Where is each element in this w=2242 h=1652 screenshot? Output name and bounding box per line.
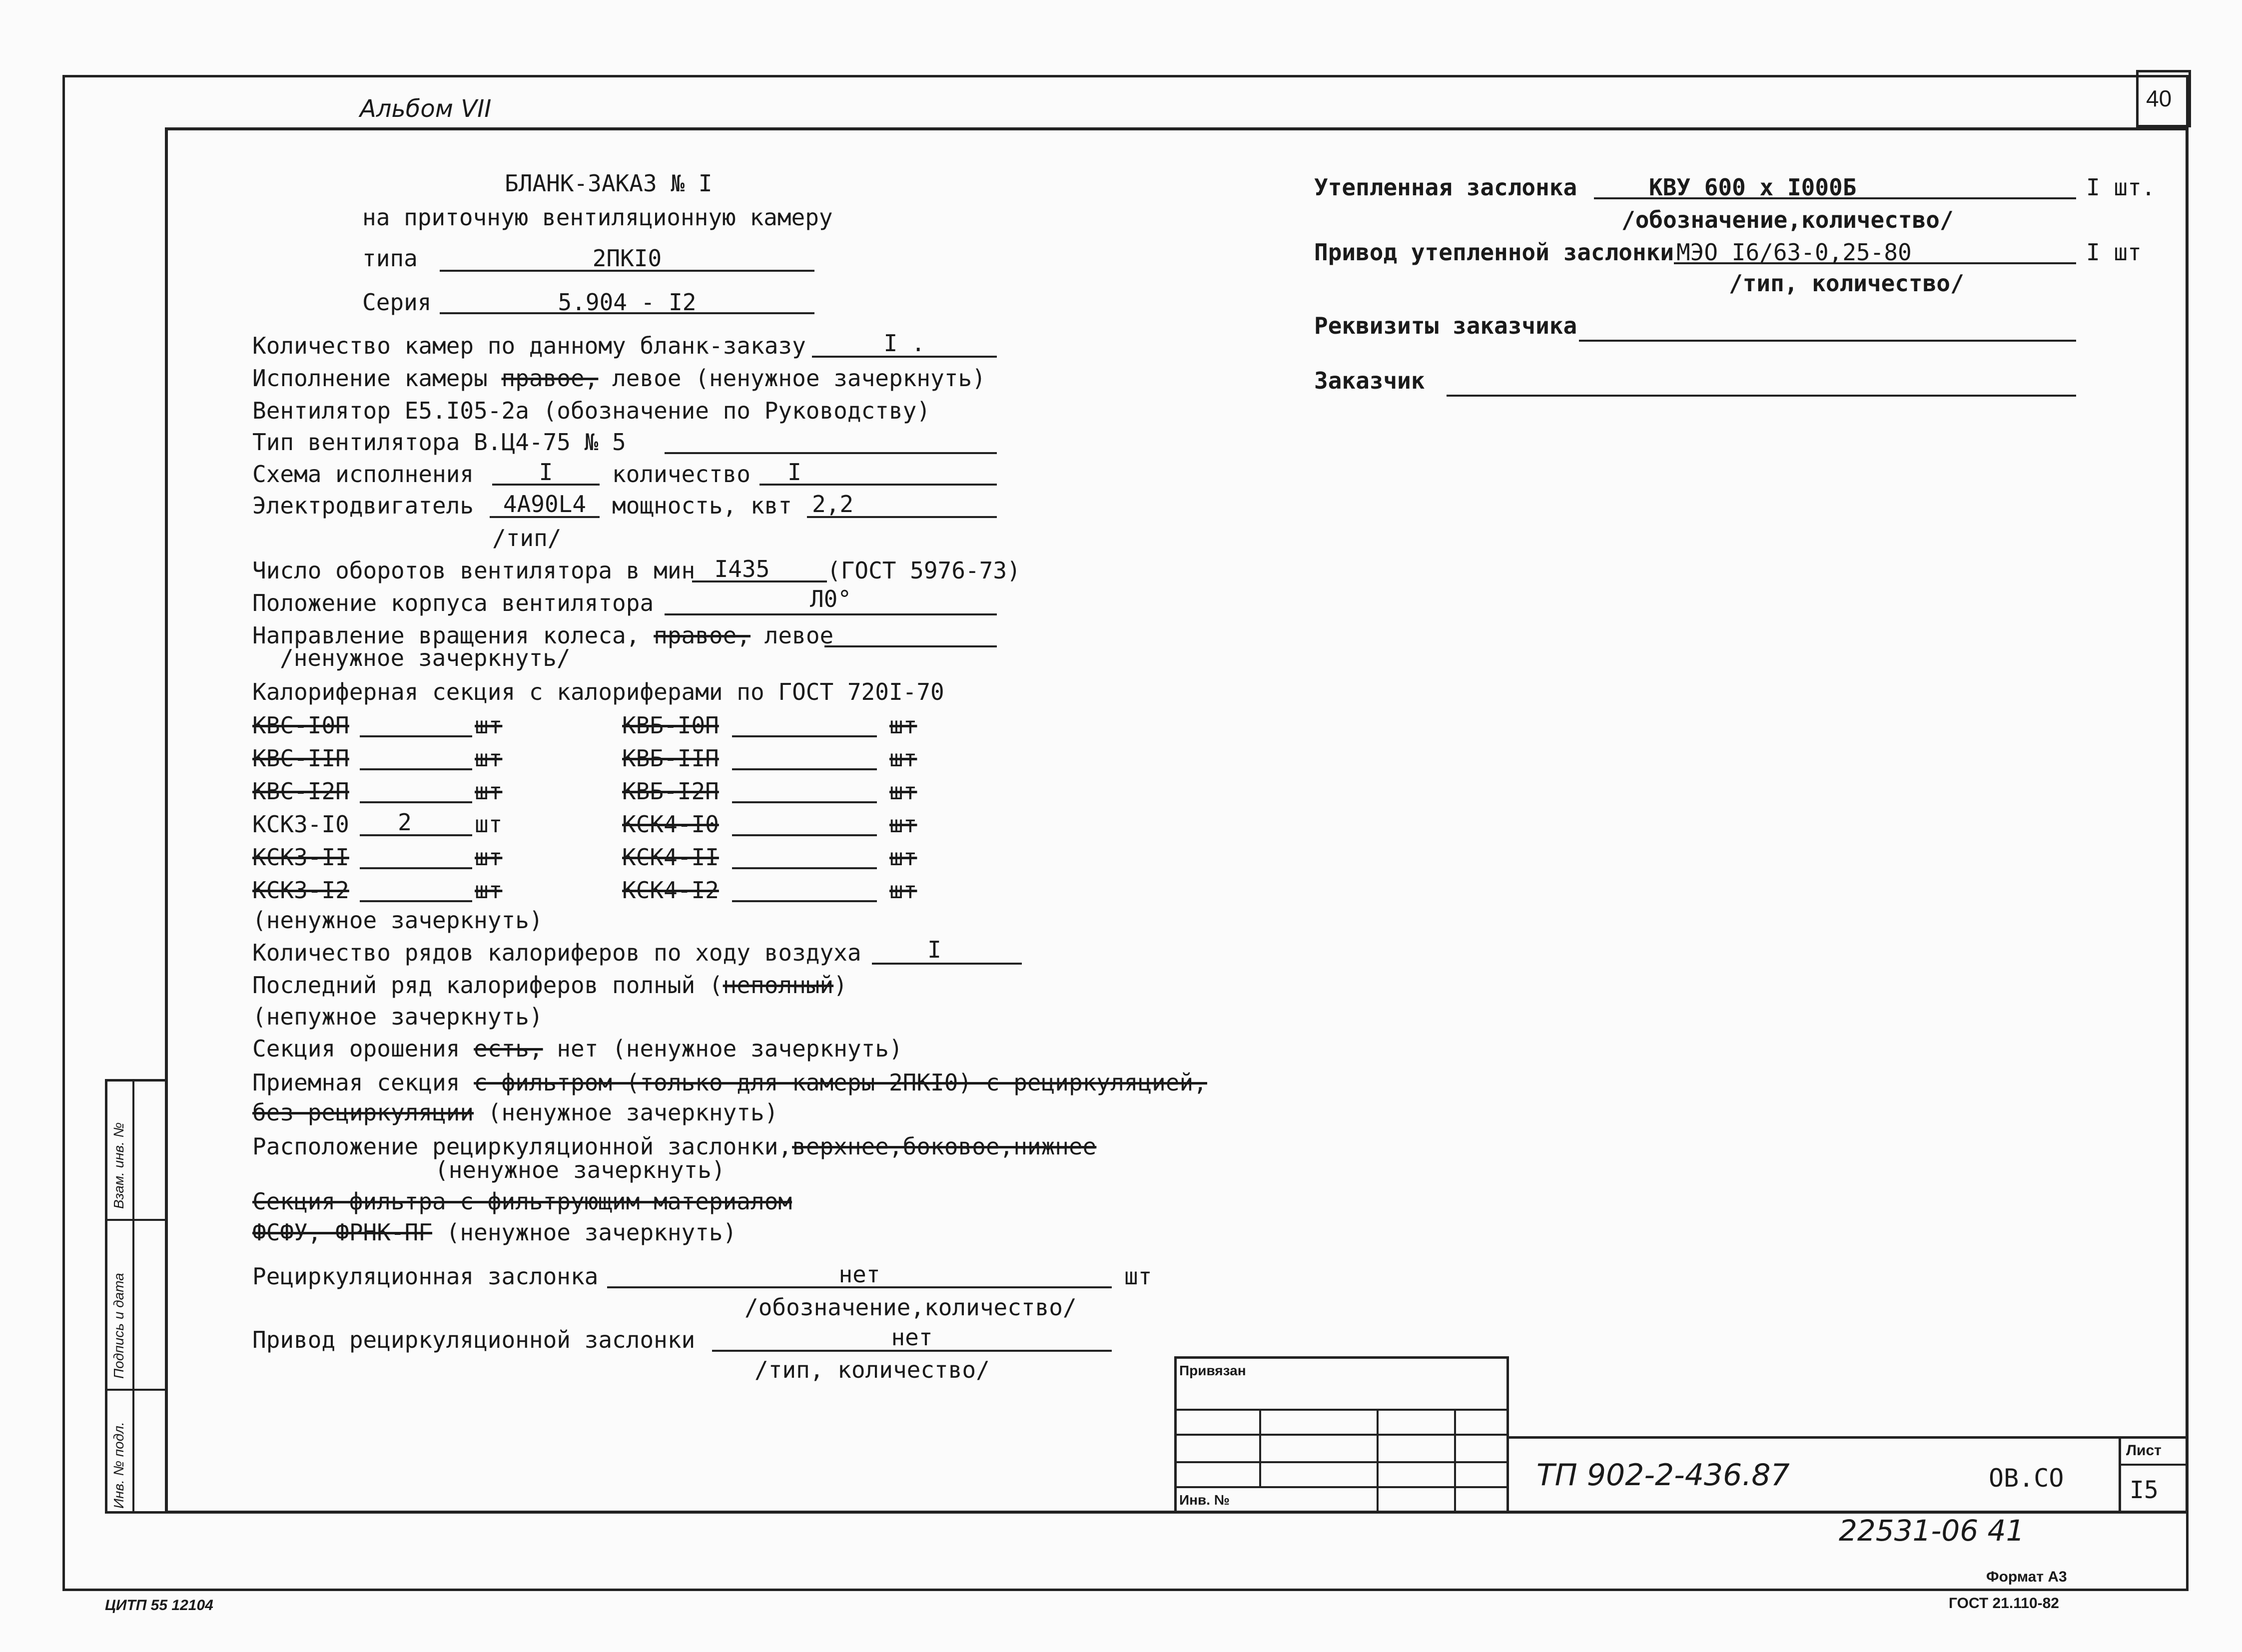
side-divider-1: [105, 1219, 167, 1221]
qty-label: количество: [612, 461, 750, 488]
recirc-drive-note: /тип, количество/: [754, 1356, 990, 1383]
rotation-rest: левое: [764, 622, 834, 649]
drive-qty: I шт: [2086, 239, 2142, 266]
irrig-prefix: Секция орошения: [252, 1035, 460, 1062]
last-row-close: ): [833, 972, 847, 999]
album-label: Альбом VII: [360, 95, 492, 123]
recirc-damper-note: /обозначение,количество/: [745, 1294, 1077, 1321]
drive-note: /тип, количество/: [1729, 270, 1964, 297]
heater-left-unit: шт: [475, 844, 503, 871]
intake2-row: [252, 1099, 778, 1126]
exec-rest: левое (ненужное зачеркнуть): [612, 365, 986, 392]
heater-left-name: КВС-I0П: [252, 712, 349, 739]
recirc-pos-row: [252, 1133, 1096, 1160]
recirc-pos-label: Расположение рециркуляционной заслонки,: [252, 1133, 792, 1160]
rpm-gost: (ГОСТ 5976-73): [827, 557, 1021, 584]
heater-left-value: 2: [398, 809, 412, 836]
heater-right-underline: [732, 768, 877, 770]
archive-number: 22531-06 41: [1839, 1514, 2025, 1548]
exec-struck: правое,: [501, 365, 599, 392]
drive-label: Привод утепленной заслонки: [1314, 239, 1674, 266]
filter2-struck: ФСФУ, ФРНК-ПГ: [252, 1219, 433, 1246]
heater-left-name: КСК3-I0: [252, 811, 349, 838]
heater-left-unit: шт: [475, 745, 503, 772]
series-label: Серия: [362, 289, 432, 316]
rotation-underline: [824, 645, 997, 647]
stamp-v2: [1377, 1409, 1379, 1514]
rotation-note: /ненужное зачеркнуть/: [280, 644, 571, 671]
heater-left-name: КСК3-II: [252, 844, 349, 871]
heater-right-underline: [732, 735, 877, 737]
insulated-qty: I шт.: [2086, 174, 2156, 201]
qty-value: I: [787, 459, 801, 486]
heater-right-underline: [732, 867, 877, 869]
last-row-prefix: Последний ряд калориферов полный (: [252, 972, 723, 999]
section-code: ОВ.СО: [1989, 1464, 2064, 1493]
stamp-h1: [1174, 1409, 1509, 1411]
scheme-value: I: [539, 459, 553, 486]
count-label: Количество камер по данному бланк-заказу: [252, 332, 806, 359]
filter-row: Секция фильтра с фильтрующим материалом: [252, 1188, 792, 1215]
housing-value: Л0°: [809, 585, 852, 612]
heater-left-name: КВС-I2П: [252, 778, 349, 805]
sheet-number: 40: [2146, 85, 2172, 111]
filter2-row: [252, 1219, 737, 1246]
heater-left-unit: шт: [475, 778, 503, 805]
heater-left-underline: [360, 768, 472, 770]
side-label-inv-podl: Инв. № подл.: [111, 1422, 126, 1509]
power-value: 2,2: [812, 491, 854, 518]
insulated-note: /обозначение,количество/: [1621, 206, 1954, 233]
type-value: 2ПКI0: [592, 245, 662, 272]
last-row: [252, 972, 847, 999]
housing-label: Положение корпуса вентилятора: [252, 589, 654, 616]
motor-type-note: /тип/: [492, 525, 562, 551]
heater-right-unit: шт: [889, 712, 917, 739]
heater-right-name: КСК4-I2: [622, 877, 719, 904]
bound-label: Привязан: [1179, 1363, 1246, 1378]
heater-left-underline: [360, 867, 472, 869]
last-row-struck: неполный: [723, 972, 834, 999]
rows-value: I: [927, 936, 941, 963]
heater-right-name: КСК4-II: [622, 844, 719, 871]
heater-label: Калориферная секция с калориферами по ГОСТ 720I-70: [252, 678, 944, 705]
format-label: Формат А3: [1986, 1569, 2067, 1585]
inv-label: Инв. №: [1179, 1492, 1230, 1508]
doc-code: ТП 902-2-436.87: [1536, 1458, 1790, 1493]
rpm-label: Число оборотов вентилятора в мин: [252, 557, 696, 584]
printer-label: ЦИТП 55 12104: [105, 1597, 213, 1614]
sheet-label: Лист: [2126, 1442, 2162, 1459]
filter2-rest: (ненужное зачеркнуть): [446, 1219, 737, 1246]
intake-row: [252, 1069, 1207, 1096]
irrig-row: [252, 1035, 903, 1062]
recirc-damper-unit: шт: [1124, 1263, 1152, 1290]
fan-row: Вентилятор Е5.I05-2а (обозначение по Руководству): [252, 397, 931, 424]
type-label: типа: [362, 245, 418, 272]
housing-underline: [665, 613, 997, 615]
heater-left-underline: [360, 900, 472, 902]
sheet-label-divider: [2119, 1464, 2189, 1466]
side-col-line: [132, 1079, 134, 1514]
drive-value: МЭО I6/63-0,25-80: [1676, 239, 1912, 266]
last-row-note: (непужное зачеркнуть): [252, 1003, 543, 1030]
customer-underline: [1447, 395, 2076, 397]
recirc-drive-label: Привод рециркуляционной заслонки: [252, 1326, 696, 1353]
title-block-sheet-divider: [2119, 1436, 2121, 1514]
heater-right-unit: шт: [889, 811, 917, 838]
insulated-label: Утепленная заслонка: [1314, 174, 1577, 201]
stamp-v1: [1259, 1409, 1261, 1486]
side-divider-2: [105, 1389, 167, 1391]
customer-label: Заказчик: [1314, 367, 1425, 394]
exec-prefix: Исполнение камеры: [252, 365, 488, 392]
series-value: 5.904 - I2: [558, 289, 697, 316]
stamp-h2: [1174, 1434, 1509, 1436]
sheet-value: I5: [2130, 1476, 2159, 1504]
stamp-h4: [1174, 1486, 1509, 1488]
side-label-vzam: Взам. инв. №: [111, 1122, 126, 1209]
title-block-top: [1509, 1436, 2189, 1439]
heater-left-unit: шт: [475, 712, 503, 739]
rotation-struck: правое,: [654, 622, 751, 649]
fan-type-label: Тип вентилятора В.Ц4-75 № 5: [252, 429, 626, 456]
irrig-struck: есть,: [474, 1035, 543, 1062]
fan-type-underline: [665, 452, 997, 454]
recirc-pos-note: (ненужное зачеркнуть): [435, 1156, 726, 1183]
insulated-value: КВУ 600 х I000Б: [1649, 174, 1857, 201]
requisites-underline: [1579, 340, 2076, 342]
recirc-damper-label: Рециркуляционная заслонка: [252, 1263, 599, 1290]
heater-right-underline: [732, 801, 877, 803]
count-value: I .: [883, 330, 925, 357]
power-label: мощность, квт: [612, 492, 792, 519]
recirc-damper-value: нет: [838, 1261, 880, 1288]
heater-right-name: КВБ-I0П: [622, 712, 719, 739]
heater-right-underline: [732, 900, 877, 902]
recirc-drive-value: нет: [891, 1324, 933, 1351]
heater-left-name: КВС-IIП: [252, 745, 349, 772]
heater-right-underline: [732, 834, 877, 836]
stamp-h3: [1174, 1461, 1509, 1463]
heater-left-name: КСК3-I2: [252, 877, 349, 904]
heater-right-name: КВБ-IIП: [622, 745, 719, 772]
heater-left-unit: шт: [475, 811, 503, 838]
rotation-prefix: Направление вращения колеса,: [252, 622, 640, 649]
rpm-value: I435: [714, 555, 770, 582]
intake-struck: с фильтром (только для камеры 2ПКI0) с рециркуляцией,: [474, 1069, 1207, 1096]
side-label-sign-date: Подпись и дата: [111, 1273, 126, 1379]
heater-left-underline: [360, 735, 472, 737]
heater-right-name: КВБ-I2П: [622, 778, 719, 805]
heater-right-unit: шт: [889, 778, 917, 805]
heater-right-unit: шт: [889, 844, 917, 871]
intake2-struck: без рециркуляции: [252, 1099, 474, 1126]
heater-left-unit: шт: [475, 877, 503, 904]
exec-row: [252, 365, 986, 392]
heater-right-name: КСК4-I0: [622, 811, 719, 838]
form-subtitle: на приточную вентиляционную камеру: [362, 204, 833, 231]
motor-value: 4А90L4: [503, 491, 587, 518]
form-title: БЛАНК-ЗАКАЗ № I: [505, 170, 713, 197]
requisites-label: Реквизиты заказчика: [1314, 312, 1577, 339]
intake-label: Приемная секция: [252, 1069, 460, 1096]
gost-label: ГОСТ 21.110-82: [1949, 1595, 2059, 1612]
heater-left-underline: [360, 801, 472, 803]
heater-right-unit: шт: [889, 877, 917, 904]
motor-label: Электродвигатель: [252, 492, 474, 519]
unneeded-note: (ненужное зачеркнуть): [252, 907, 543, 934]
scheme-label: Схема исполнения: [252, 461, 474, 488]
irrig-rest: нет (ненужное зачеркнуть): [557, 1035, 903, 1062]
rows-label: Количество рядов калориферов по ходу воздуха: [252, 939, 861, 966]
heater-right-unit: шт: [889, 745, 917, 772]
recirc-pos-struck: верхнее,боковое,нижнее: [792, 1133, 1097, 1160]
intake2-rest: (ненужное зачеркнуть): [487, 1099, 778, 1126]
stamp-v3: [1454, 1409, 1456, 1514]
